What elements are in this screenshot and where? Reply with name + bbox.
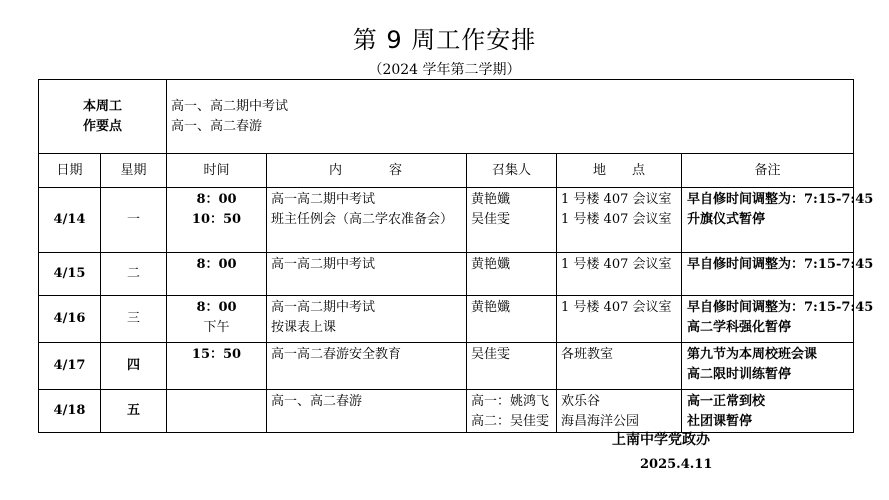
note-line: 第九节为本周校班会课 (687, 347, 818, 362)
convener-line: 黄艳孅 (471, 192, 511, 207)
time-line: 8：00 (196, 300, 237, 315)
convener-line: 高二：吴佳雯 (471, 414, 550, 429)
cell-content (267, 296, 467, 343)
cell-note (682, 390, 854, 433)
key-points-row (39, 80, 854, 154)
cell-time (167, 253, 267, 296)
cell-note (682, 253, 874, 296)
page-title: 第 9 周工作安排 (352, 26, 537, 54)
cell-place (557, 188, 682, 253)
cell-note (682, 188, 874, 253)
header-place: 地 点 (557, 154, 682, 188)
key-points-list (167, 80, 854, 154)
key-points-label (39, 80, 167, 154)
place-line: 1 号楼 407 会议室 (561, 212, 672, 227)
cell-convener (467, 188, 557, 253)
cell-place (557, 390, 682, 433)
cell-date: 4/14 (39, 188, 101, 253)
cell-convener (467, 343, 557, 390)
cell-place (557, 253, 682, 296)
note-line: 早自修时间调整为：7:15-7:45 (687, 192, 874, 207)
header-date: 日期 (39, 154, 101, 188)
time-line: 8：00 (196, 192, 237, 207)
cell-time (167, 296, 267, 343)
key-points-label-line2: 作要点 (83, 118, 123, 134)
cell-weekday: 二 (101, 253, 167, 296)
cell-time (167, 343, 267, 390)
cell-place (557, 296, 682, 343)
cell-time (167, 390, 267, 433)
footer-organization: 上南中学党政办 (612, 432, 710, 448)
content-line: 高一高二春游安全教育 (271, 347, 402, 362)
cell-date: 4/16 (39, 296, 101, 343)
cell-weekday: 三 (101, 296, 167, 343)
time-line: 下午 (203, 320, 230, 335)
place-line: 海昌海洋公园 (561, 414, 640, 429)
cell-content (267, 343, 467, 390)
note-line: 高二学科强化暂停 (687, 320, 792, 335)
header-note: 备注 (682, 154, 854, 188)
table-row (39, 253, 854, 296)
content-line: 高一高二期中考试 (271, 300, 376, 315)
content-line: 按课表上课 (271, 320, 337, 335)
cell-date: 4/15 (39, 253, 101, 296)
note-line: 高二限时训练暂停 (687, 367, 792, 382)
content-line: 高一高二期中考试 (271, 257, 376, 272)
convener-line: 黄艳孅 (471, 257, 511, 272)
note-line: 早自修时间调整为：7:15-7:45 (687, 300, 874, 315)
cell-convener (467, 390, 557, 433)
place-line: 各班教室 (561, 347, 614, 362)
key-point-item: 高一、高二春游 (171, 118, 263, 134)
header-time: 时间 (167, 154, 267, 188)
header-weekday: 星期 (101, 154, 167, 188)
header-row (39, 154, 854, 188)
content-line: 高一、高二春游 (271, 394, 363, 409)
table-row (39, 390, 854, 433)
key-points-label-line1: 本周工 (83, 98, 123, 114)
content-line: 高一高二期中考试 (271, 192, 376, 207)
cell-content (267, 253, 467, 296)
cell-weekday: 四 (101, 343, 167, 390)
convener-line: 高一：姚鸿飞 (471, 394, 550, 409)
convener-line: 黄艳孅 (471, 300, 511, 315)
cell-date: 4/18 (39, 390, 101, 433)
page-subtitle: （2024 学年第二学期） (368, 62, 521, 78)
table-row (39, 343, 854, 390)
place-line: 欢乐谷 (561, 394, 601, 409)
cell-content (267, 188, 467, 253)
note-line: 社团课暂停 (687, 414, 753, 429)
time-line: 10：50 (191, 212, 242, 227)
cell-time (167, 188, 267, 253)
place-line: 1 号楼 407 会议室 (561, 257, 672, 272)
cell-weekday: 一 (101, 188, 167, 253)
table-row (39, 296, 854, 343)
time-line: 15：50 (191, 347, 242, 362)
cell-content (267, 390, 467, 433)
note-line: 高一正常到校 (687, 394, 766, 409)
cell-place (557, 343, 682, 390)
header-content: 内 容 (267, 154, 467, 188)
place-line: 1 号楼 407 会议室 (561, 192, 672, 207)
cell-date: 4/17 (39, 343, 101, 390)
cell-note (682, 296, 874, 343)
schedule-table (38, 79, 874, 433)
convener-line: 吴佳雯 (471, 347, 511, 362)
note-line: 早自修时间调整为：7:15-7:45 (687, 257, 874, 272)
header-convener: 召集人 (467, 154, 557, 188)
note-line: 升旗仪式暂停 (687, 212, 766, 227)
cell-convener (467, 296, 557, 343)
table-row (39, 188, 854, 253)
cell-note (682, 343, 854, 390)
time-line: 8：00 (196, 257, 237, 272)
footer-date: 2025.4.11 (640, 457, 713, 472)
content-line: 班主任例会（高二学农准备会） (271, 212, 454, 227)
convener-line: 吴佳雯 (471, 212, 511, 227)
key-point-item: 高一、高二期中考试 (171, 98, 289, 114)
cell-convener (467, 253, 557, 296)
cell-weekday: 五 (101, 390, 167, 433)
place-line: 1 号楼 407 会议室 (561, 300, 672, 315)
